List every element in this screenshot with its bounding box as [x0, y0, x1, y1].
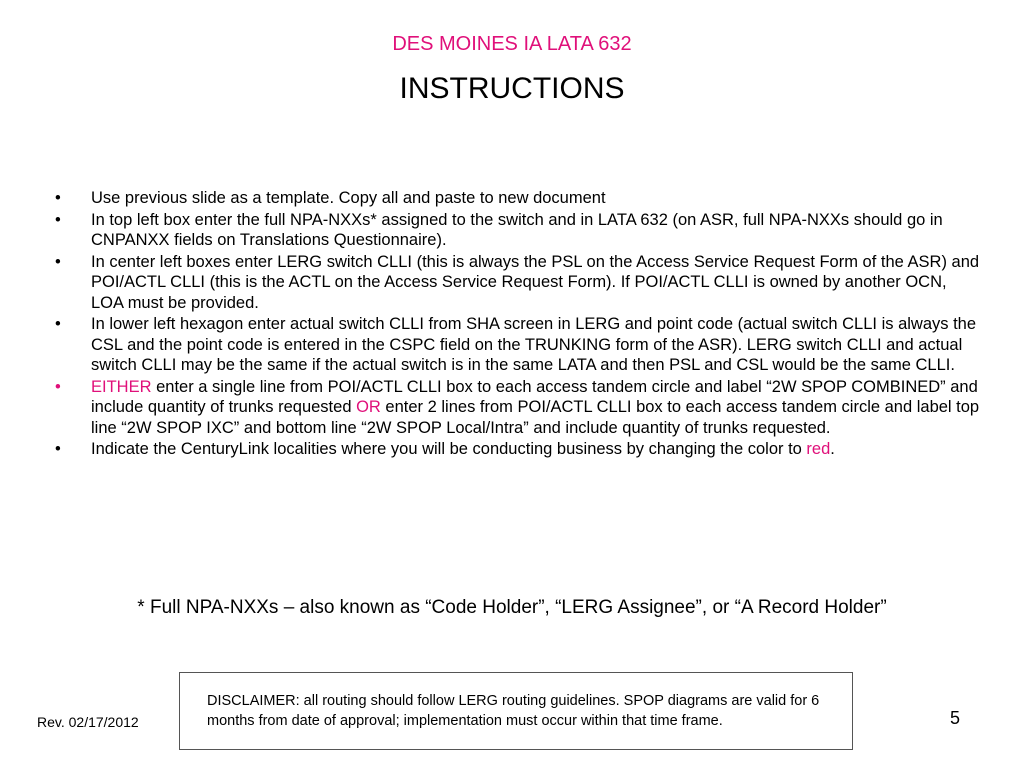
disclaimer-text: DISCLAIMER: all routing should follow LERG routing guidelines. SPOP diagrams are valid for 6 months from date of approval; implementation must occur within that time frame. [207, 693, 820, 729]
bullet-marker: • [55, 377, 61, 396]
bullet-marker: • [55, 315, 61, 333]
bullet-marker: • [55, 189, 61, 207]
red-keyword: red [806, 440, 831, 458]
instruction-item-4 [55, 314, 980, 376]
bullet-marker: • [55, 210, 61, 229]
revision-date: Rev. 02/17/2012 [37, 714, 139, 730]
slide-title-lata: DES MOINES IA LATA 632 [392, 33, 632, 55]
bullet-marker: • [55, 252, 61, 271]
or-keyword: OR [356, 398, 381, 416]
instruction-text: Indicate the CenturyLink localities where you will be conducting business by changing the color to [91, 440, 807, 458]
instruction-text: . [830, 440, 835, 458]
page-number: 5 [950, 708, 961, 728]
footnote: * Full NPA-NXXs – also known as “Code Holder”, “LERG Assignee”, or “A Record Holder” [137, 597, 887, 618]
either-keyword: EITHER [91, 377, 152, 396]
disclaimer-box [179, 672, 853, 750]
instruction-list [55, 188, 980, 461]
instruction-text: enter 2 lines from POI/ACTL CLLI box to each access tandem circle and label top line “2W SPOP IXC” and bottom line “2W SPOP Local/Intra” and include quantity of trunks requested. [91, 398, 980, 437]
instruction-text: In top left box enter the full NPA-NXXs* assigned to the switch and in LATA 632 (on ASR, full NPA-NXXs should go in CNPANXX fields on Translations Questionnaire). [91, 210, 943, 249]
instruction-text: Use previous slide as a template. Copy all and paste to new document [91, 189, 606, 207]
instruction-item-3 [55, 252, 980, 314]
instruction-text: In center left boxes enter LERG switch CLLI (this is always the PSL on the Access Service Request Form of the ASR) and POI/ACTL CLLI (this is the ACTL on the Access Service Request Form). If POI/ACTL CLLI is owned by another OCN, LOA must be provided. [91, 252, 980, 312]
instruction-item-6 [55, 439, 980, 460]
slide-title-instructions: INSTRUCTIONS [399, 72, 625, 105]
bullet-marker: • [55, 440, 61, 458]
instruction-item-1 [55, 188, 980, 209]
instruction-item-2 [55, 210, 980, 251]
instruction-text: enter a single line from POI/ACTL CLLI box to each access tandem circle and label “2W SPOP COMBINED” and include quantity of trunks requested [91, 377, 978, 416]
instruction-item-5 [55, 377, 980, 439]
instruction-text: In lower left hexagon enter actual switch CLLI from SHA screen in LERG and point code (actual switch CLLI is always the CSL and the point code is entered in the CSPC field on the TRUNKING form of the ASR). LERG switch CLLI and actual switch CLLI may be the same if the actual switch is in the same LATA and then PSL and CSL would be the same CLLI. [91, 315, 977, 374]
